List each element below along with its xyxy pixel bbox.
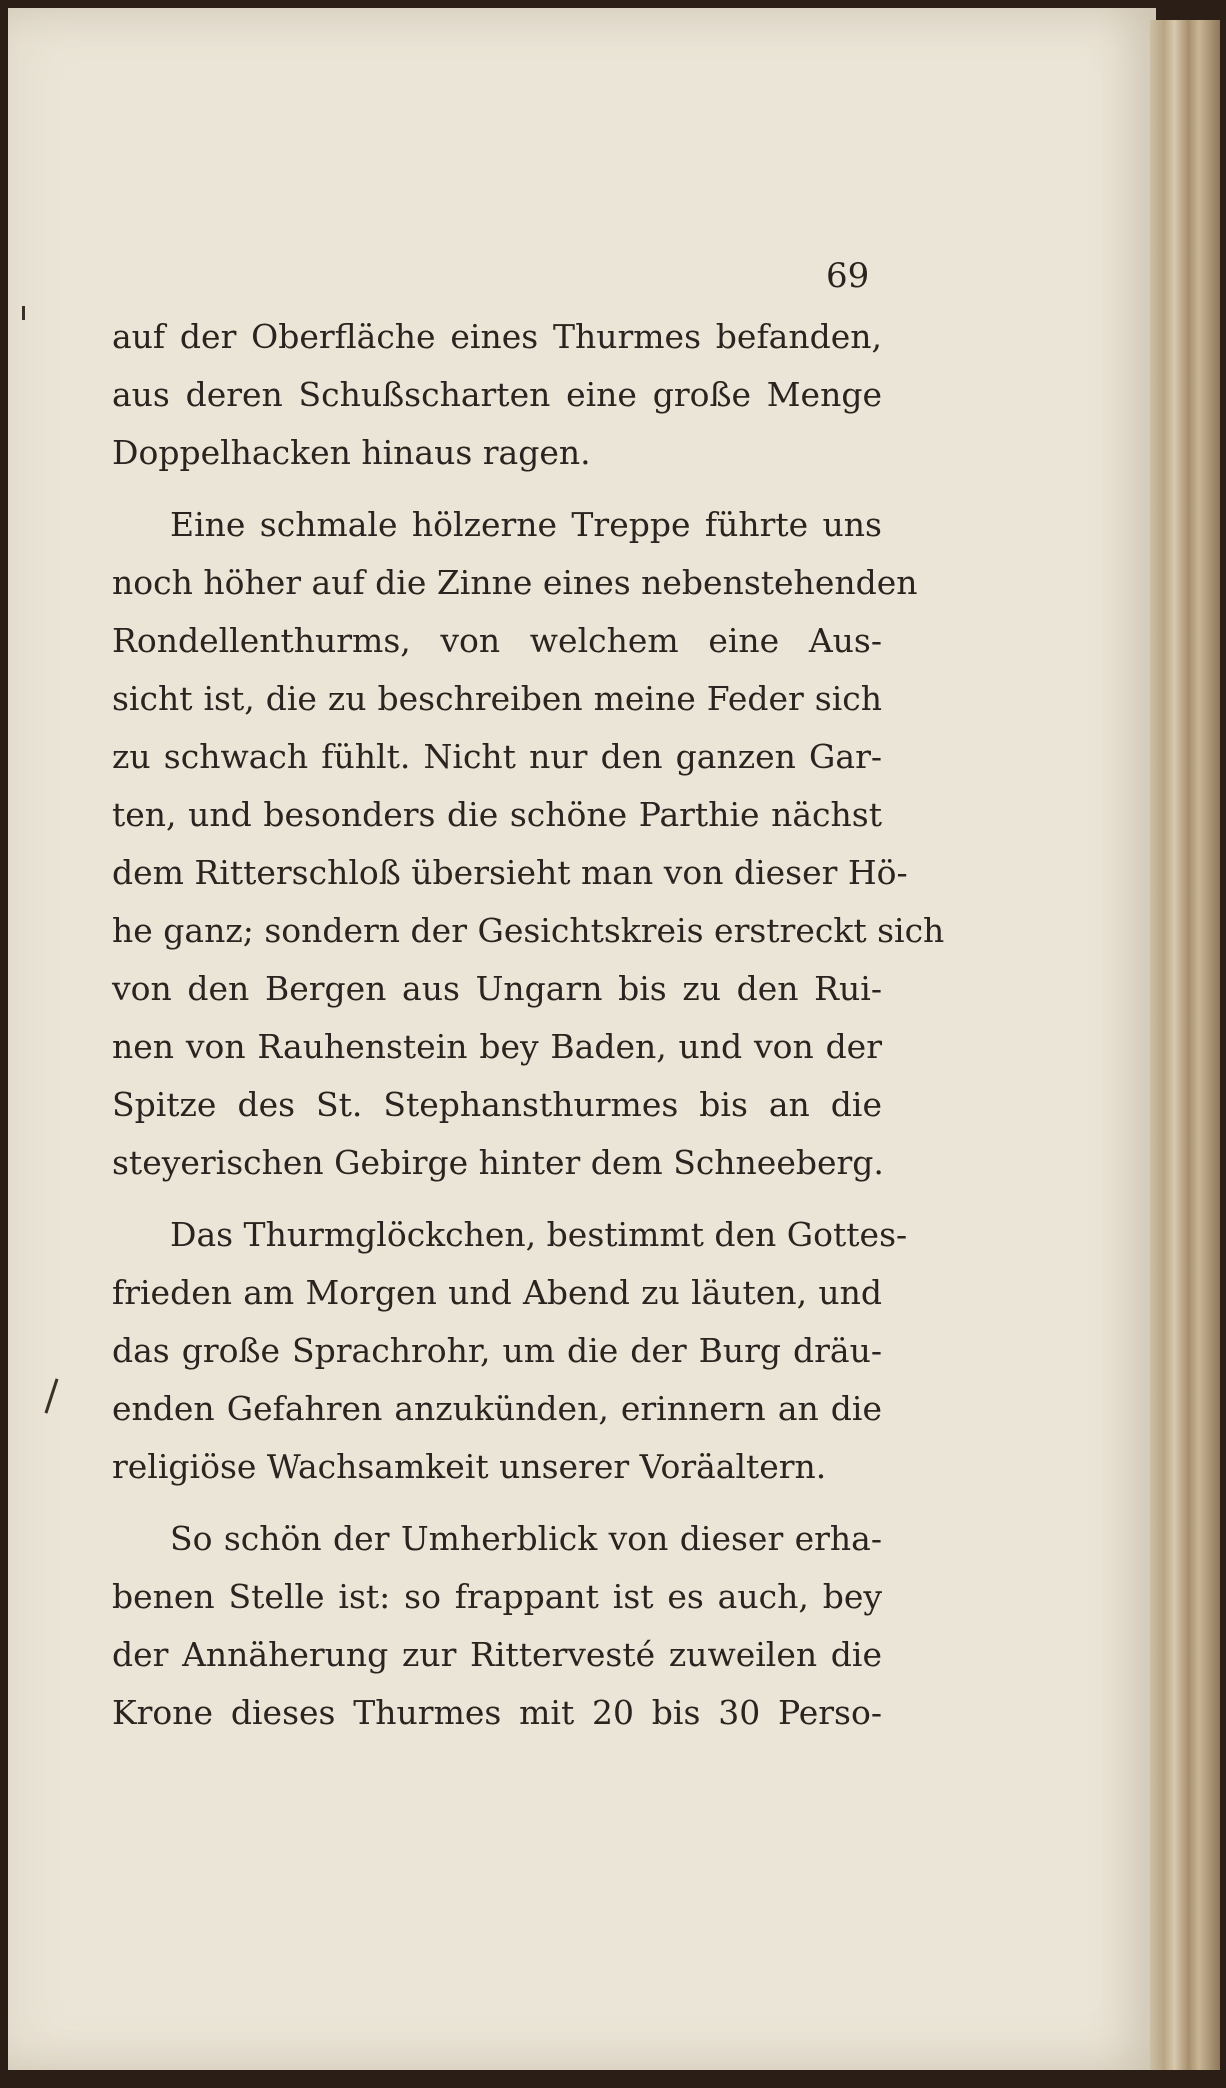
text-line: religiöse Wachsamkeit unserer Voräaltern.: [112, 1447, 827, 1486]
page-number: 69: [826, 256, 870, 296]
text-line: ten, und besonders die schöne Parthie nächst: [112, 795, 882, 834]
text-line: benen Stelle ist: so frappant ist es auch, bey: [112, 1577, 882, 1616]
text-line: sicht ist, die zu beschreiben meine Feder sich: [112, 679, 882, 718]
text-line: Rondellenthurms, von welchem eine Aus-: [112, 621, 882, 660]
body-text: [112, 308, 945, 1742]
text-line: enden Gefahren anzukünden, erinnern an die: [112, 1389, 882, 1428]
text-line: auf der Oberfläche eines Thurmes befanden,: [112, 317, 882, 356]
text-line: frieden am Morgen und Abend zu läuten, und: [112, 1273, 882, 1312]
paper-page: [8, 8, 1156, 2070]
book-page-edges: [1150, 20, 1220, 2070]
text-line: Eine schmale hölzerne Treppe führte uns: [170, 505, 882, 544]
margin-mark: [22, 306, 25, 320]
text-line: Das Thurmglöckchen, bestimmt den Gottes-: [170, 1215, 908, 1254]
text-line: So schön der Umherblick von dieser erha-: [170, 1519, 882, 1558]
text-line: Doppelhacken hinaus ragen.: [112, 433, 591, 472]
text-line: Spitze des St. Stephansthurmes bis an die: [112, 1085, 882, 1124]
text-line: nen von Rauhenstein bey Baden, und von der: [112, 1027, 882, 1066]
text-line: von den Bergen aus Ungarn bis zu den Rui-: [112, 969, 882, 1008]
text-line: das große Sprachrohr, um die der Burg dräu-: [112, 1331, 882, 1370]
text-line: Krone dieses Thurmes mit 20 bis 30 Perso-: [112, 1693, 882, 1732]
text-line: noch höher auf die Zinne eines nebenstehenden: [112, 563, 918, 602]
margin-mark: [45, 1378, 59, 1413]
text-line: he ganz; sondern der Gesichtskreis erstreckt sich: [112, 911, 945, 950]
text-line: aus deren Schußscharten eine große Menge: [112, 375, 882, 414]
text-line: der Annäherung zur Rittervesté zuweilen die: [112, 1635, 882, 1674]
text-line: dem Ritterschloß übersieht man von dieser Hö-: [112, 853, 908, 892]
text-line: steyerischen Gebirge hinter dem Schneeberg.: [112, 1143, 884, 1182]
text-line: zu schwach fühlt. Nicht nur den ganzen Gar-: [112, 737, 882, 776]
